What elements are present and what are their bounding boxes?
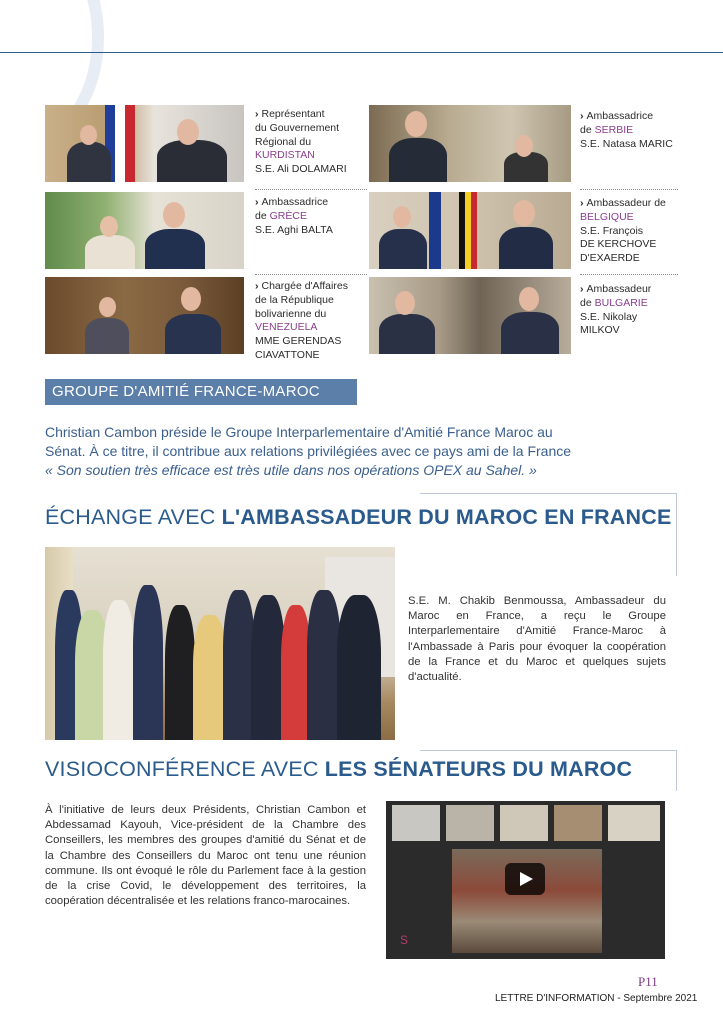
caption-bulgarie: › Ambassadeur de BULGARIE S.E. Nikolay MILKOV bbox=[580, 283, 652, 337]
logo-s: S bbox=[400, 933, 409, 947]
section1-text: S.E. M. Chakib Benmoussa, Ambassadeur du Maroc en France, a reçu le Groupe Interparlementaire d'Amitié France-Maroc à l'Ambassade à Paris pour évoquer la coopération de la France et du Maroc et quelques sujets d'actualité. bbox=[408, 595, 666, 684]
section2-title: VISIOCONFÉRENCE AVEC LES SÉNATEURS DU MAROC bbox=[45, 757, 633, 781]
chevron-right-icon: › bbox=[580, 110, 584, 122]
caption-grece: › Ambassadrice de GRÈCE S.E. Aghi BALTA bbox=[255, 196, 333, 236]
caption-separator bbox=[255, 189, 367, 190]
chevron-right-icon: › bbox=[255, 196, 259, 208]
chevron-right-icon: › bbox=[255, 280, 259, 292]
group-badge: GROUPE D'AMITIÉ FRANCE-MAROC bbox=[45, 379, 357, 405]
page-number: P11 bbox=[638, 974, 658, 989]
photo-ambassade-group bbox=[45, 547, 395, 740]
header-rule bbox=[0, 52, 723, 53]
caption-separator bbox=[580, 189, 678, 190]
intro-paragraph: Christian Cambon préside le Groupe Interparlementaire d'Amitié France Maroc au Sénat. À ce titre, il contribue aux relations privilégiées avec ce pays ami de la France « Son soutien très efficace est très utile dans nos opérations OPEX au Sahel. » bbox=[45, 424, 572, 478]
chevron-right-icon: › bbox=[580, 197, 584, 209]
chevron-right-icon: › bbox=[255, 108, 259, 120]
photo-venezuela bbox=[45, 277, 244, 354]
caption-kurdistan: › Représentant du Gouvernement Régional du KURDISTAN S.E. Ali DOLAMARI bbox=[255, 108, 347, 176]
caption-serbie: › Ambassadrice de SERBIE S.E. Natasa MARIC bbox=[580, 110, 673, 150]
photo-bulgarie bbox=[369, 277, 571, 354]
caption-separator bbox=[255, 274, 367, 275]
play-button-icon[interactable] bbox=[505, 863, 545, 895]
section1-title: ÉCHANGE AVEC L'AMBASSADEUR DU MAROC EN FRANCE bbox=[45, 505, 672, 529]
caption-belgique: › Ambassadeur de BELGIQUE S.E. François DE KERCHOVE D'EXAERDE bbox=[580, 197, 666, 265]
footer-label: LETTRE D'INFORMATION - Septembre 2021 bbox=[495, 993, 698, 1004]
caption-venezuela: › Chargée d'Affaires de la République bolivarienne du VENEZUELA MME GERENDAS CIAVATTONE bbox=[255, 280, 348, 361]
photo-serbie bbox=[369, 105, 571, 182]
chevron-right-icon: › bbox=[580, 283, 584, 295]
section2-text: À l'initiative de leurs deux Présidents, Christian Cambon et Abdessamad Kayouh, Vice-président de la Chambre des Conseillers, les membres des groupes d'amitié du Sénat et de la Chambre des Conseillers du Maroc ont tenu une réunion commune. Ils ont évoqué le rôle du Parlement face à la gestion de la crise Covid, le développement des territoires, la coopération décentralisée et les relations franco-marocaines. bbox=[45, 804, 366, 908]
photo-belgique bbox=[369, 192, 571, 269]
photo-kurdistan bbox=[45, 105, 244, 182]
photo-grece bbox=[45, 192, 244, 269]
caption-separator bbox=[580, 274, 678, 275]
